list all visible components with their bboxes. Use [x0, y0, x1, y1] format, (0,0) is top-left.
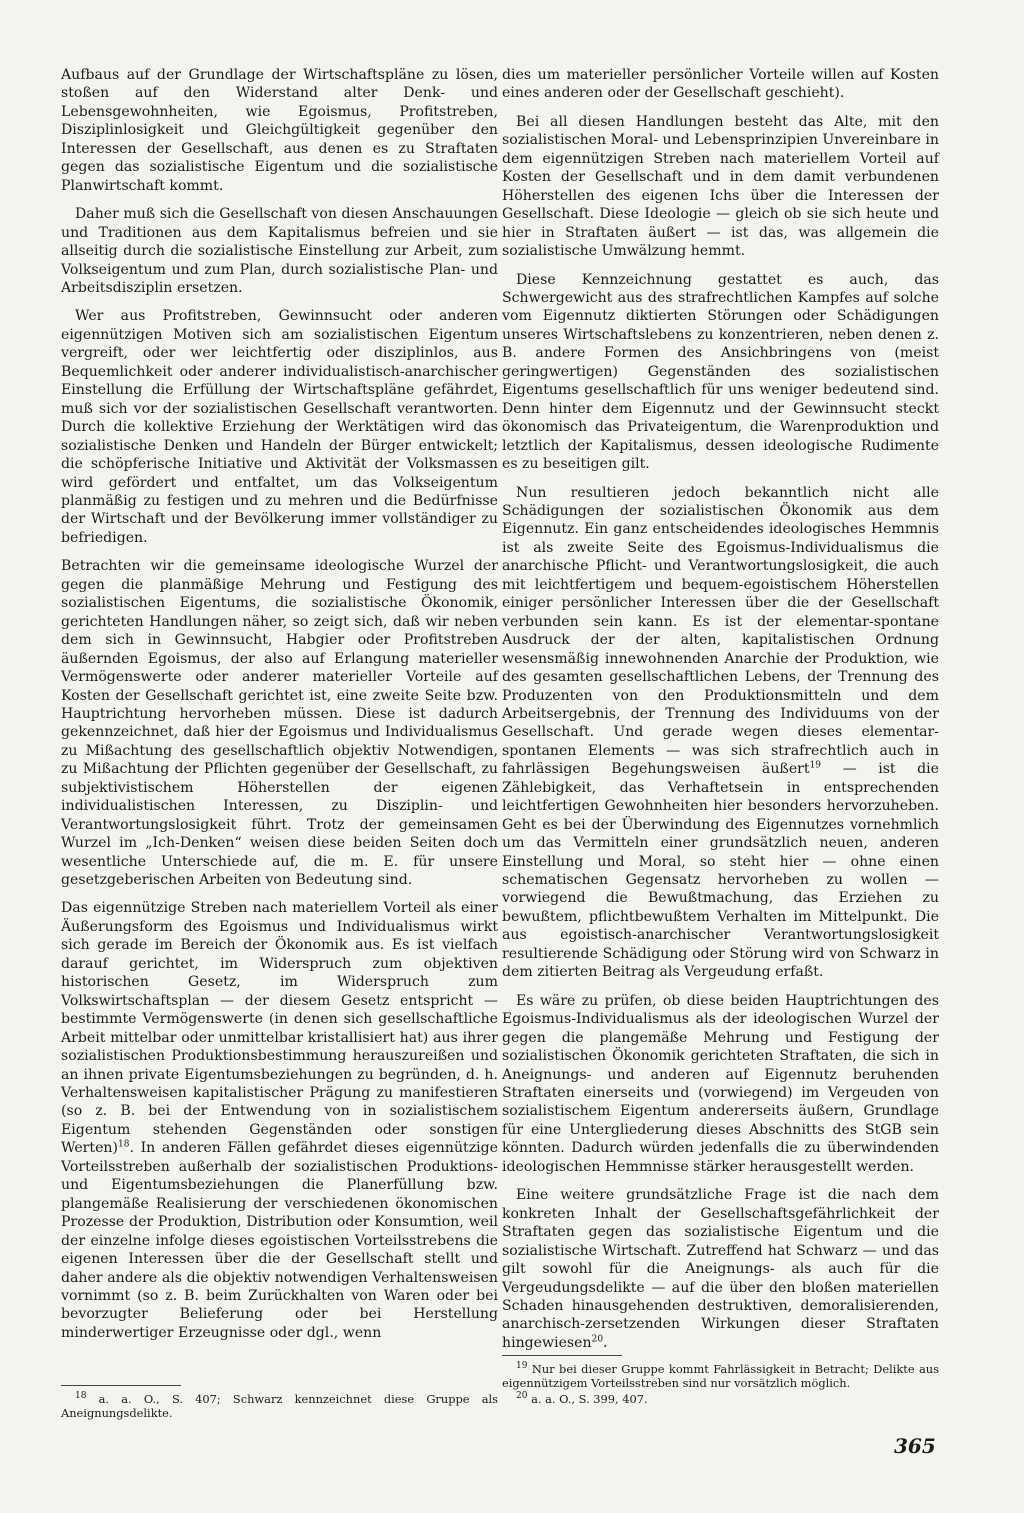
footnote-ref: 20 — [591, 1334, 604, 1345]
left-column — [61, 66, 498, 1352]
footnote-separator — [61, 1385, 181, 1386]
paragraph: Bei all diesen Handlungen besteht das Alte, mit den sozialistischen Moral- und Lebensprinzipien Unvereinbare in dem eigennützigen Streben nach materiellem Vorteil auf Kosten der Gesellschaft und in dem damit verbundenen Höherstellen des eigenen Ichs über die Interessen der Gesellschaft. Diese Ideologie — gleich ob sie sich heute und hier in Straftaten äußert — ist das, was allgemein die sozialistische Umwälzung hemmt. — [502, 113, 939, 260]
paragraph: Betrachten wir die gemeinsame ideologische Wurzel der gegen die planmäßige Mehrung und Festigung des sozialistischen Eigentums, die sozialistische Ökonomik, gerichteten Handlungen näher, so zeigt sich, daß wir neben dem sich in Gewinnsucht, Habgier oder Profitstreben äußernden Egoismus, der also auf Erlangung materieller Vermögenswerte oder anderer materieller Vorteile auf Kosten der Gesellschaft gerichtet ist, eine zweite Seite bzw. Hauptrichtung hervorheben müssen. Diese ist dadurch gekennzeichnet, daß hier der Egoismus und Individualismus zu Mißachtung des gesellschaftlich objektiv Notwendigen, zu Mißachtung der Pflichten gegenüber der Gesellschaft, zu subjektivistischem Höherstellen der eigenen individualistischen Interessen, zu Disziplin- und Verantwortungslosigkeit führt. Trotz der gemeinsamen Wurzel im „Ich-Denken“ weisen diese beiden Seiten doch wesentliche Unterschiede auf, die m. E. für unsere gesetzgeberischen Arbeiten von Bedeutung sind. — [61, 558, 498, 889]
footnote — [502, 1392, 939, 1406]
footnote — [502, 1362, 939, 1390]
right-column — [502, 66, 939, 1362]
paragraph-text: — ist die Zählebigkeit, das Verhaftetsein in entsprechenden leichtfertigen Gewohnheiten hier besonders hervorzuheben. Geht es bei der Überwindung des Eigennutzes vornehmlich um das Vermitteln einer grundsätzlich neuen, anderen Einstellung und Moral, so steht hier — ohne einen schematischen Gegensatz hervorheben zu wollen — vorwiegend die Bewußtmachung, das Erziehen zu bewußtem, pflichtbewußtem Verhalten im Mittelpunkt. Die aus egoistisch-anarchischer Verantwortungslosigkeit resultierende Schädigung oder Störung wird von Schwarz in dem zitierten Beitrag als Vergeudung erfaßt. — [502, 761, 939, 981]
paragraph-text: Nun resultieren jedoch bekanntlich nicht alle Schädigungen der sozialistischen Ökonomik aus dem Eigennutz. Ein ganz entscheidendes ideologisches Hemmnis ist als zweite Seite des Egoismus-Individualismus die anarchische Pflicht- und Verantwortungslosigkeit, die auch mit leichtfertigem und bequem-egoistischem Höherstellen einiger persönlicher Interessen über die der Gesellschaft verbunden sein kann. Es ist der elementar-spontane Ausdruck der der alten, kapitalistischen Ordnung wesensmäßig innewohnenden Anarchie der Produktion, wie des gesamten gesellschaftlichen Lebens, der Trennung des Produzenten von den Produktionsmitteln und dem Arbeitsergebnis, der Trennung des Individuums von der Gesellschaft. Und gerade wegen dieses elementar-spontanen Elements — was sich strafrechtlich auch in fahrlässigen Begehungsweisen äußert — [502, 484, 939, 778]
footnote-text: Nur bei dieser Gruppe kommt Fahrlässigkeit in Betracht; Delikte aus eigennützigem Vorteilsstreben sind nur vorsätzlich möglich. — [502, 1362, 939, 1390]
footnote-number: 19 — [516, 1361, 528, 1372]
paragraph-text: . — [603, 1334, 608, 1351]
paragraph: Wer aus Profitstreben, Gewinnsucht oder anderen eigennützigen Motiven sich am sozialistischen Eigentum vergreift, oder wer leichtfertig oder disziplinlos, aus Bequemlichkeit oder anderer individualistisch-anarchischer Einstellung die Erfüllung der Wirtschaftspläne gefährdet, muß sich vor der sozialistischen Gesellschaft verantworten. Durch die kollektive Erziehung der Werktätigen wird das sozialistische Denken und Handeln der Bürger entwickelt; die schöpferische Initiative und Aktivität der Volksmassen wird gefördert und entfaltet, um das Volkseigentum planmäßig zu festigen und zu mehren und die Bedürfnisse der Wirtschaft und der Bevölkerung immer vollständiger zu befriedigen. — [61, 308, 498, 546]
paragraph — [502, 484, 939, 982]
paragraph: Es wäre zu prüfen, ob diese beiden Hauptrichtungen des Egoismus-Individualismus als der ideologischen Wurzel der gegen die plangemäße Mehrung und Festigung der sozialistischen Ökonomik gerichteten Straftaten, die sich in Aneignungs- und anderen auf Eigennutz beruhenden Straftaten einerseits und (vorwiegend) im Vergeuden von sozialistischem Eigentum andererseits äußern, Grundlage für eine Untergliederung dieses Abschnitts des StGB sein könnten. Dadurch würden jedenfalls die zu überwindenden ideologischen Hemmnisse stärker herausgestellt werden. — [502, 992, 939, 1175]
paragraph-text: . In anderen Fällen gefährdet dieses eigennützige Vorteilsstreben außerhalb der sozialistischen Produktions- und Eigentumsbeziehungen die Planerfüllung bzw. plangemäße Realisierung der verschiedenen ökonomischen Prozesse der Produktion, Distribution oder Konsumtion, weil der einzelne infolge dieses egoistischen Vorteilsstrebens die eigenen Interessen über die der Gesellschaft stellt und daher andere als die objektiv notwendigen Verhaltensweisen vornimmt (so z. B. beim Zurückhalten von Waren oder bei bevorzugter Belieferung oder bei Herstellung minderwertiger Erzeugnisse oder dgl., wenn — [61, 1140, 498, 1341]
footnotes-right — [502, 1362, 939, 1408]
paragraph: Diese Kennzeichnung gestattet es auch, das Schwergewicht aus des strafrechtlichen Kampfes auf solche vom Eigennutz diktierten Störungen oder Schädigungen unseres Wirtschaftslebens zu konzentrieren, neben denen z. B. andere Formen des Ansichbringens von (meist geringwertigen) Gegenständen des sozialistischen Eigentums gesellschaftlich für uns weniger bedeutend sind. Denn hinter dem Eigennutz und der Gewinnsucht steckt ökonomisch das Privateigentum, die Warenproduktion und letztlich der Kapitalismus, dessen ideologische Rudimente es zu beseitigen gilt. — [502, 271, 939, 473]
paragraph-text: Das eigennützige Streben nach materiellem Vorteil als einer Äußerungsform des Egoismus und Individualismus wirkt sich gerade im Bereich der Ökonomik aus. Es ist vielfach darauf gerichtet, im Widerspruch zum objektiven historischen Gesetz, im Widerspruch zum Volkswirtschaftsplan — der diesem Gesetz entspricht — bestimmte Vermögenswerte (in denen sich gesellschaftliche Arbeit mittelbar oder unmittelbar kristallisiert hat) aus ihrer sozialistischen Produktionsbestimmung herauszureißen und an ihnen private Eigentumsbeziehungen zu begründen, d. h. Verhaltensweisen kapitalistischer Prägung zu manifestieren (so z. B. bei der Entwendung von in sozialistischem Eigentum stehenden Gegenständen oder sonstigen Werten) — [61, 900, 498, 1157]
paragraph-text: Eine weitere grundsätzliche Frage ist die nach dem konkreten Inhalt der Gesellschaftsgefährlichkeit der Straftaten gegen das sozialistische Eigentum und die sozialistische Wirtschaft. Zutreffend hat Schwarz — und das gilt sowohl für die Aneignungs- als auch für die Vergeudungsdelikte — auf die über den bloßen materiellen Schaden hinausgehenden destruktiven, demoralisierenden, anarchisch-zersetzenden Wirkungen dieser Straftaten hingewiesen — [502, 1187, 939, 1351]
footnote-ref: 18 — [118, 1139, 130, 1150]
footnotes-left — [61, 1392, 498, 1422]
paragraph: Aufbaus auf der Grundlage der Wirtschaftspläne zu lösen, stoßen auf den Widerstand alter Denk- und Lebensgewohnheiten, wie Egoismus, Profitstreben, Disziplinlosigkeit und Gleichgültigkeit gegenüber den Interessen der Gesellschaft, aus denen es zu Straftaten gegen das sozialistische Eigentum und die sozialistische Planwirtschaft kommt. — [61, 67, 498, 194]
footnote-text: a. a. O., S. 399, 407. — [527, 1392, 648, 1406]
paragraph: dies um materieller persönlicher Vorteile willen auf Kosten eines anderen oder der Gesellschaft geschieht). — [502, 67, 939, 102]
footnote-ref: 19 — [809, 760, 822, 771]
footnote — [61, 1392, 498, 1420]
footnote-text: a. a. O., S. 407; Schwarz kennzeichnet diese Gruppe als Aneignungsdelikte. — [61, 1392, 498, 1420]
footnote-number: 20 — [516, 1391, 528, 1402]
paragraph — [61, 899, 498, 1342]
page-number: 365 — [894, 1434, 936, 1458]
footnote-number: 18 — [75, 1391, 87, 1402]
footnote-separator — [502, 1355, 622, 1356]
paragraph — [502, 1186, 939, 1352]
paragraph: Daher muß sich die Gesellschaft von diesen Anschauungen und Traditionen aus dem Kapitalismus befreien und sie allseitig durch die sozialistische Einstellung zur Arbeit, zum Volkseigentum und zum Plan, durch sozialistische Plan- und Arbeitsdisziplin ersetzen. — [61, 206, 498, 296]
